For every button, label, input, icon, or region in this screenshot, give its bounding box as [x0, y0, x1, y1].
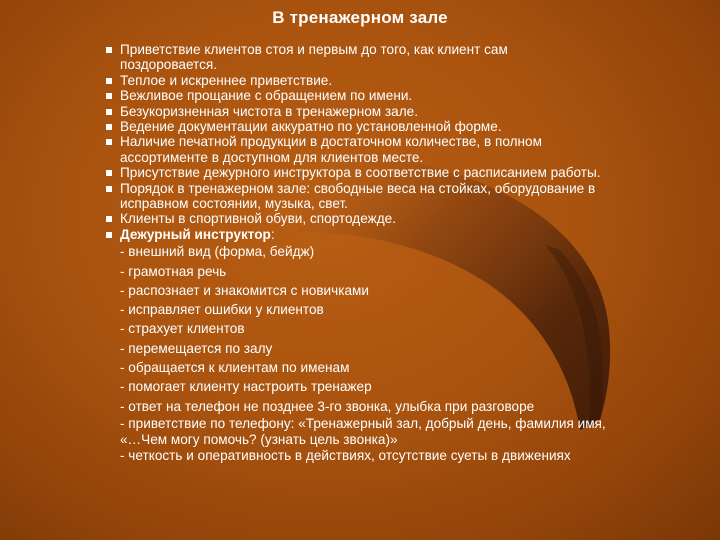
- duty-item: - ответ на телефон не позднее 3-го звонка, улыбка при разговоре: [120, 398, 535, 414]
- instructor-heading: Дежурный инструктор: [120, 226, 271, 242]
- bullet-item: Теплое и искреннее приветствие.: [108, 73, 608, 88]
- duty-item: - страхует клиентов: [120, 321, 245, 337]
- bullet-item: Безукоризненная чистота в тренажерном зале.: [108, 104, 608, 119]
- square-bullet-icon: [106, 232, 112, 238]
- slide-title: В тренажерном зале: [272, 8, 448, 27]
- square-bullet-icon: [106, 78, 112, 84]
- bullet-item: Присутствие дежурного инструктора в соответствие с расписанием работы.: [108, 165, 608, 180]
- duty-item: - перемещается по залу: [120, 340, 273, 356]
- bullet-item: Вежливое прощание с обращением по имени.: [108, 88, 608, 103]
- bullet-item: Порядок в тренажерном зале: свободные веса на стойках, оборудование в исправном состоянии, музыка, свет.: [108, 181, 608, 212]
- bullet-item-instructor: Дежурный инструктор: - внешний вид (форма, бейдж) - грамотная речь - распознает и знакомится с новичками - исправляет ошибки у клиентов - страхует клиентов - перемещается по залу - обращается к клиентам по именам - помогает клиенту настроить тренажер - ответ на телефон не позднее 3-го звонка, улыбка при разговоре - приветствие по телефону: «Тренажерный зал, добрый день, фамилия имя, «…Чем могу помочь? (узнать цель звонка)» - четкость и оперативность в действиях, отсутствие суеты в движениях: [108, 227, 608, 464]
- duty-item: - грамотная речь: [120, 263, 227, 279]
- bullet-item: Наличие печатной продукции в достаточном количестве, в полном ассортименте в доступном для клиентов месте.: [108, 134, 608, 165]
- square-bullet-icon: [106, 47, 112, 53]
- square-bullet-icon: [106, 93, 112, 99]
- square-bullet-icon: [106, 186, 112, 192]
- square-bullet-icon: [106, 139, 112, 145]
- bullet-item: Клиенты в спортивной обуви, спортодежде.: [108, 211, 608, 226]
- duty-item: - распознает и знакомится с новичками: [120, 282, 369, 298]
- duty-item: - внешний вид (форма, бейдж): [120, 244, 315, 260]
- square-bullet-icon: [106, 124, 112, 130]
- duty-item: - четкость и оперативность в действиях, отсутствие суеты в движениях: [120, 447, 571, 463]
- duty-item: - приветствие по телефону: «Тренажерный зал, добрый день, фамилия имя, «…Чем могу помочь? (узнать цель звонка)»: [120, 415, 606, 447]
- square-bullet-icon: [106, 170, 112, 176]
- square-bullet-icon: [106, 109, 112, 115]
- duty-item: - помогает клиенту настроить тренажер: [120, 379, 372, 395]
- instructor-duties: [120, 242, 608, 464]
- duty-item: - обращается к клиентам по именам: [120, 360, 350, 376]
- square-bullet-icon: [106, 216, 112, 222]
- bullet-list: [108, 42, 608, 464]
- bullet-item: Приветствие клиентов стоя и первым до того, как клиент сам поздоровается.: [108, 42, 608, 73]
- bullet-item: Ведение документации аккуратно по установленной форме.: [108, 119, 608, 134]
- duty-item: - исправляет ошибки у клиентов: [120, 302, 324, 318]
